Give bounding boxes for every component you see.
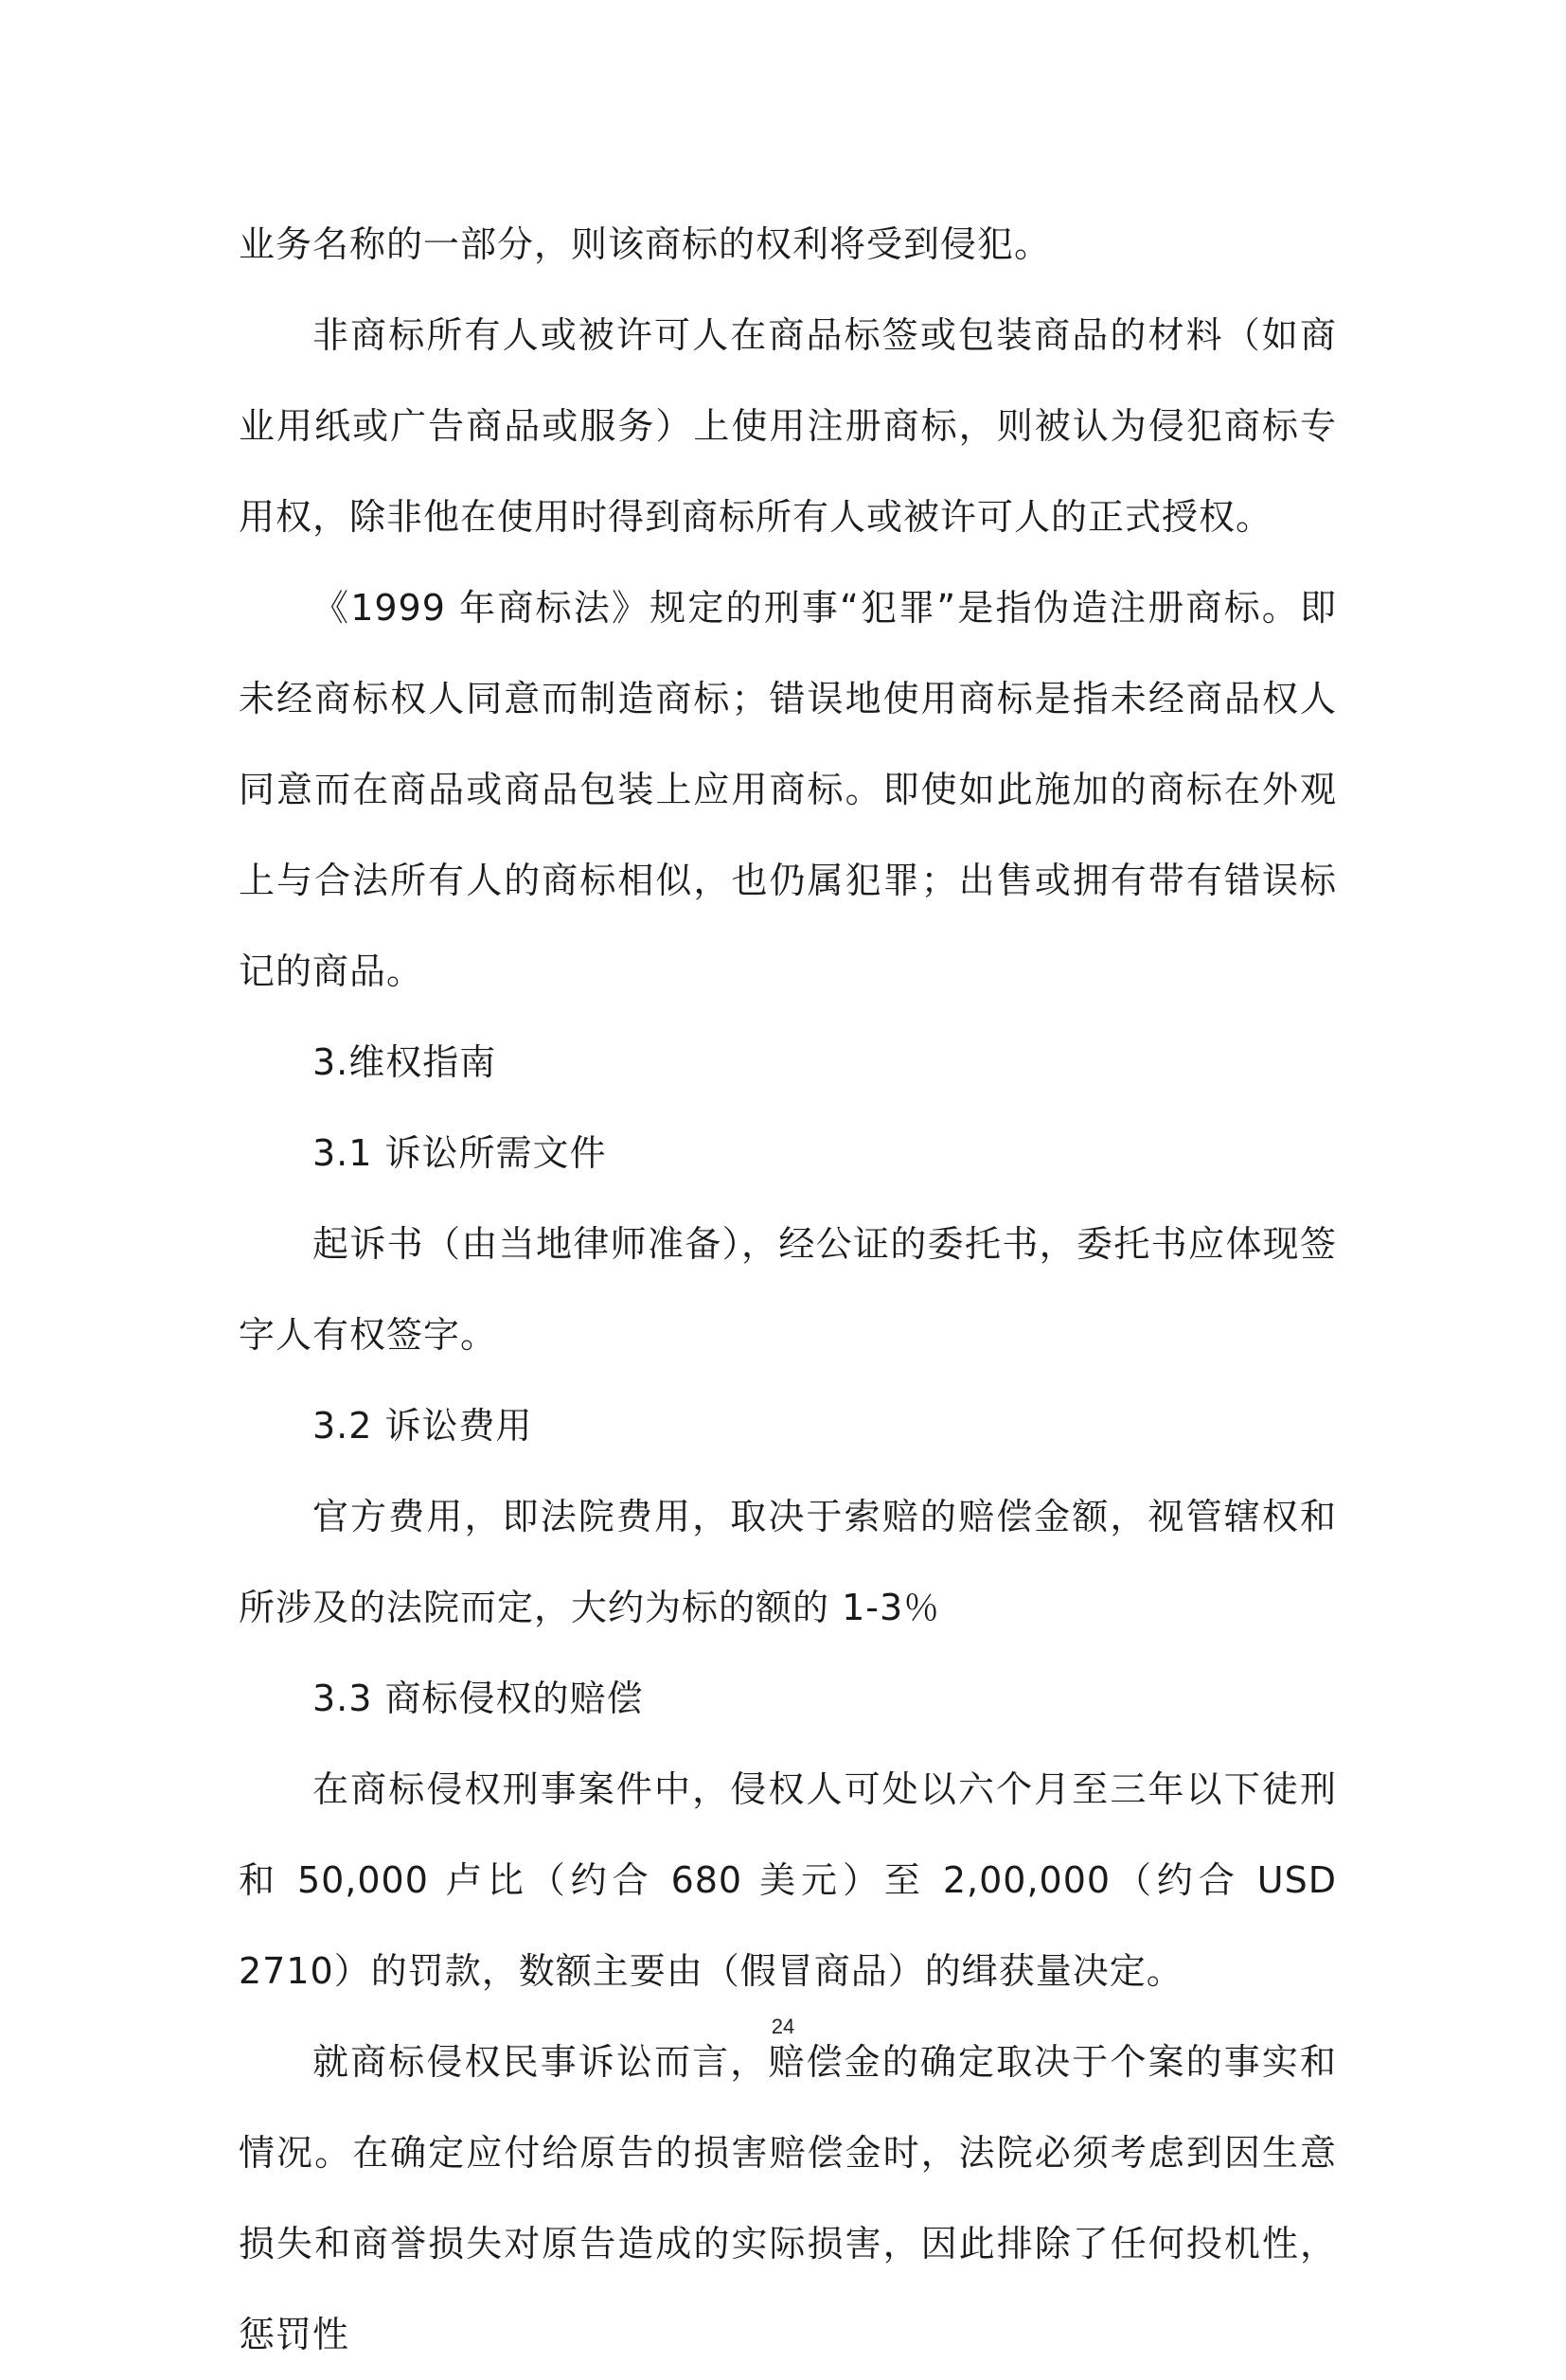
paragraph-continuation: 业务名称的一部分，则该商标的权利将受到侵犯。: [239, 223, 1052, 265]
page-number: 24: [771, 2015, 795, 2038]
paragraph-unauthorized-use: 非商标所有人或被许可人在商品标签或包装商品的材料（如商业用纸或广告商品或服务）上使用注册商标，则被认为侵犯商标专用权，除非他在使用时得到商标所有人或被许可人的正式授权。: [239, 314, 1337, 538]
page-content: [239, 199, 1337, 2380]
subsection-heading-litigation-documents: 3.1 诉讼所需文件: [312, 1132, 607, 1174]
paragraph-litigation-fees: 官方费用，即法院费用，取决于索赔的赔偿金额，视管辖权和所涉及的法院而定，大约为标的额的 1-3％: [239, 1496, 1337, 1628]
subsection-heading-compensation: 3.3 商标侵权的赔偿: [312, 1678, 644, 1719]
subsection-heading-litigation-fees: 3.2 诉讼费用: [312, 1405, 533, 1447]
paragraph-civil-damages: 就商标侵权民事诉讼而言，赔偿金的确定取决于个案的事实和情况。在确定应付给原告的损害赔偿金时，法院必须考虑到因生意损失和商誉损失对原告造成的实际损害，因此排除了任何投机性，惩罚性: [239, 2041, 1337, 2355]
paragraph-criminal-penalties: 在商标侵权刑事案件中，侵权人可处以六个月至三年以下徒刑和 50,000 卢比（约合 680 美元）至 2,00,000（约合 USD 2710）的罚款，数额主要由（假冒商品）的缉获量决定。: [239, 1768, 1337, 1992]
paragraph-litigation-documents: 起诉书（由当地律师准备），经公证的委托书，委托书应体现签字人有权签字。: [239, 1223, 1337, 1356]
section-heading-rights-guide: 3.维权指南: [312, 1041, 497, 1083]
paragraph-criminal-offense: 《1999 年商标法》规定的刑事“犯罪”是指伪造注册商标。即未经商标权人同意而制造商标；错误地使用商标是指未经商品权人同意而在商品或商品包装上应用商标。即使如此施加的商标在外观上与合法所有人的商标相似，也仍属犯罪；出售或拥有带有错误标记的商品。: [239, 587, 1337, 992]
